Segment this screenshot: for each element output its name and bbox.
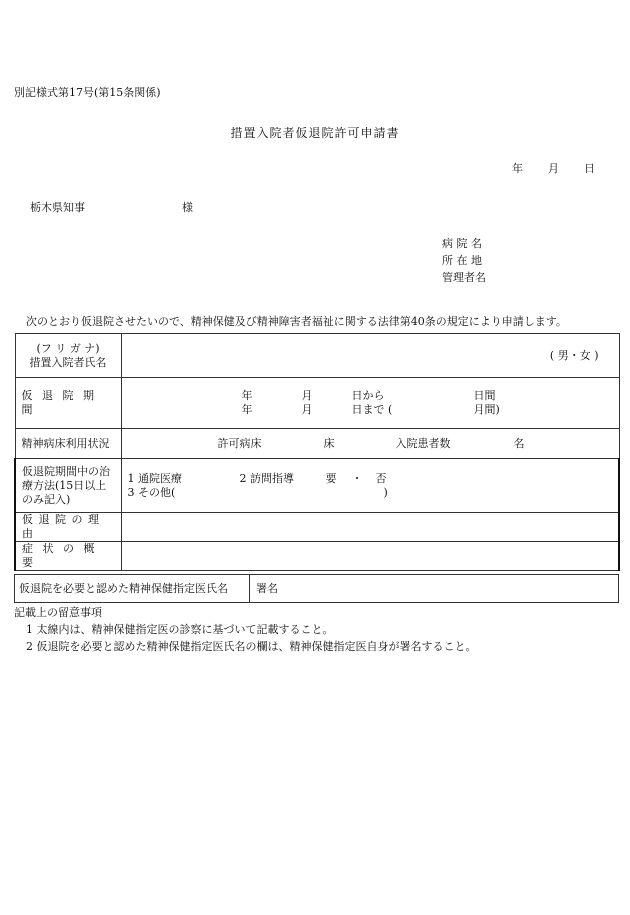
reason-label: 仮 退 院 の 理 由 — [15, 513, 121, 542]
treatment-field[interactable] — [121, 459, 619, 513]
reason-field[interactable] — [121, 513, 619, 542]
permitted-beds-label: 許可病床 — [217, 436, 262, 450]
note-item: 1 太線内は、精神保健指定医の診察に基づいて記載すること。 — [26, 623, 334, 636]
document-title: 措置入院者仮退院許可申請書 — [230, 126, 400, 140]
bed-usage-row — [15, 429, 619, 459]
doctor-signature-field[interactable] — [250, 575, 619, 603]
treatment-option-other[interactable]: 3 その他( — [127, 485, 176, 499]
home-visit-no[interactable]: 否 — [375, 471, 387, 485]
period-months: 月間) — [473, 403, 500, 416]
addressee: 栃木県知事 — [30, 201, 85, 214]
period-from-month: 月 — [301, 389, 313, 402]
signature-label: 署名 — [256, 581, 278, 595]
home-visit-yes[interactable]: 要 — [325, 471, 337, 485]
period-from-day: 日から — [351, 389, 385, 402]
symptoms-row — [15, 542, 619, 571]
intro-text: 次のとおり仮退院させたいので、精神保健及び精神障害者福祉に関する法律第40条の規定により申請します。 — [26, 315, 567, 328]
bed-usage-label: 精神病床利用状況 — [15, 429, 121, 459]
period-from-year: 年 — [241, 389, 253, 402]
hospital-manager-label: 管理者名 — [442, 271, 486, 284]
doctor-signature-table — [14, 574, 619, 603]
period-row — [15, 378, 619, 429]
symptoms-field[interactable] — [121, 542, 619, 571]
hospital-name-label: 病 院 名 — [442, 237, 482, 250]
application-form-table — [14, 333, 620, 571]
name-label-cell — [15, 334, 121, 378]
period-to-month: 月 — [301, 403, 313, 416]
hospital-address-label: 所 在 地 — [442, 254, 482, 267]
treatment-option-outpatient[interactable]: 1 通院医療 — [127, 471, 182, 485]
period-days: 日間 — [473, 389, 496, 402]
symptoms-label: 症 状 の 概 要 — [15, 542, 121, 571]
person-unit: 名 — [513, 436, 525, 450]
patient-name-field[interactable] — [121, 334, 619, 378]
period-to-year: 年 — [241, 403, 253, 416]
date-year-label: 年 — [512, 162, 523, 175]
period-field[interactable] — [121, 378, 619, 429]
furigana-label: (フ リ ガ ナ) — [36, 341, 100, 355]
hospital-fields — [442, 235, 486, 286]
notes-section — [14, 604, 477, 655]
date-month-label: 月 — [548, 162, 559, 175]
treatment-label: 仮退院期間中の治療方法(15日以上のみ記入) — [15, 459, 121, 513]
treatment-row — [15, 459, 619, 513]
period-label: 仮 退 院 期 間 — [15, 378, 121, 429]
name-row — [15, 334, 619, 378]
other-close-paren: ) — [383, 485, 388, 499]
form-number-label: 別記様式第17号(第15条関係) — [14, 86, 161, 99]
yes-no-separator: ・ — [351, 471, 363, 485]
doctor-row — [15, 575, 619, 603]
notes-heading: 記載上の留意事項 — [14, 606, 102, 619]
gender-choice[interactable]: ( 男・女 ) — [549, 348, 599, 362]
honorific: 様 — [182, 201, 193, 214]
treatment-option-home-visit[interactable]: 2 訪問指導 — [239, 471, 294, 485]
period-to-day: 日まで ( — [351, 403, 393, 416]
patient-name-label: 措置入院者氏名 — [29, 355, 107, 369]
bed-usage-field[interactable] — [121, 429, 619, 459]
bed-unit: 床 — [323, 436, 335, 450]
doctor-label: 仮退院を必要と認めた精神保健指定医氏名 — [15, 575, 250, 603]
inpatients-label: 入院患者数 — [395, 436, 451, 450]
note-item: 2 仮退院を必要と認めた精神保健指定医氏名の欄は、精神保健指定医自身が署名すること。 — [26, 640, 477, 653]
reason-row — [15, 513, 619, 542]
date-day-label: 日 — [584, 162, 595, 175]
